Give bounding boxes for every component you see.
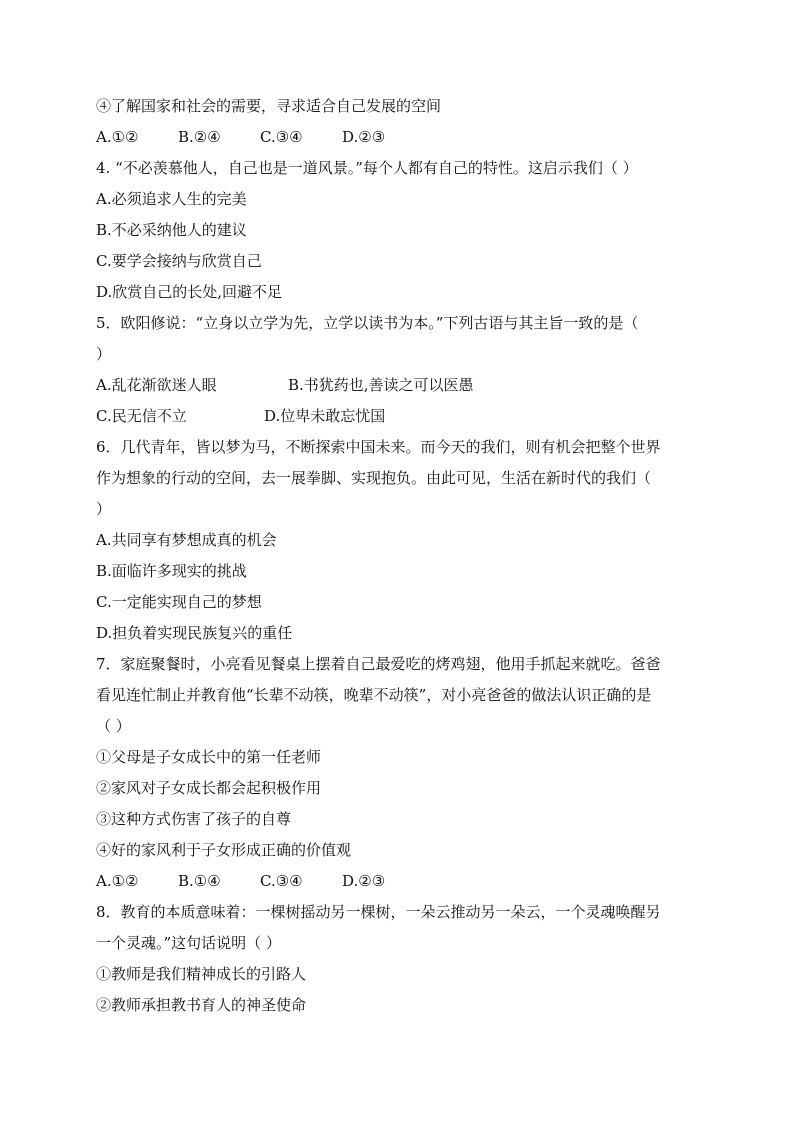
q7-stem-line-1: 7．家庭聚餐时，小亮看见餐桌上摆着自己最爱吃的烤鸡翅，他用手抓起来就吃。爸爸 [96,655,661,673]
q3-statement-4: ④了解国家和社会的需要，寻求适合自己发展的空间 [96,97,442,115]
q4-stem: 4. “不必羡慕他人，自己也是一道风景。”每个人都有自己的特性。这启示我们（ ） [96,159,638,177]
q5-option-a: A.乱花渐欲迷人眼 [96,376,217,394]
q7-statement-4: ④好的家风利于子女形成正确的价值观 [96,841,352,859]
q7-option-c: C.③④ [260,872,303,890]
q5-option-c: C.民无信不立 [96,407,187,425]
q8-statement-1: ①教师是我们精神成长的引路人 [96,965,307,983]
q7-statement-2: ②家风对子女成长都会起积极作用 [96,779,322,797]
q5-options-row-2 [96,406,716,426]
q5-stem-end: ） [96,345,112,363]
q6-option-b: B.面临许多现实的挑战 [96,562,247,580]
q5-options-row-1 [96,375,716,395]
q8-stem-line-2: 一个灵魂。”这句话说明（ ） [96,934,281,952]
q5-option-b: B.书犹药也,善读之可以医愚 [288,376,474,394]
q7-stem-line-2: 看见连忙制止并教育他“长辈不动筷，晚辈不动筷”，对小亮爸爸的做法认识正确的是 [96,686,652,704]
q6-option-a: A.共同享有梦想成真的机会 [96,531,277,549]
q7-statement-3: ③这种方式伤害了孩子的自尊 [96,810,292,828]
q3-option-b: B.②④ [178,128,221,146]
q7-option-b: B.①④ [178,872,221,890]
q7-option-a: A.①② [96,872,139,890]
q4-option-b: B.不必采纳他人的建议 [96,221,247,239]
q6-stem-line-2: 作为想象的行动的空间，去一展拳脚、实现抱负。由此可见，生活在新时代的我们（ [96,469,652,487]
q5-stem: 5．欧阳修说：“立身以立学为先，立学以读书为本。”下列古语与其主旨一致的是（ [96,314,639,332]
q4-option-a: A.必须追求人生的完美 [96,190,247,208]
q6-option-d: D.担负着实现民族复兴的重任 [96,624,293,642]
q7-options [96,871,716,891]
q4-option-d: D.欣赏自己的长处,回避不足 [96,283,283,301]
q7-option-d: D.②③ [342,872,386,890]
q7-statement-1: ①父母是子女成长中的第一任老师 [96,748,322,766]
q3-option-c: C.③④ [260,128,303,146]
q6-stem-line-1: 6．几代青年，皆以梦为马，不断探索中国未来。而今天的我们，则有机会把整个世界 [96,438,661,456]
q3-options [96,127,716,147]
q8-stem-line-1: 8．教育的本质意味着：一棵树摇动另一棵树，一朵云推动另一朵云，一个灵魂唤醒另 [96,903,661,921]
q6-stem-end: ） [96,500,112,518]
q4-option-c: C.要学会接纳与欣赏自己 [96,252,262,270]
q3-option-d: D.②③ [342,128,386,146]
q5-option-d: D.位卑未敢忘忧国 [264,407,386,425]
q6-option-c: C.一定能实现自己的梦想 [96,593,262,611]
q8-statement-2: ②教师承担教书育人的神圣使命 [96,996,307,1014]
q3-option-a: A.①② [96,128,139,146]
q7-stem-end: （ ） [96,717,131,735]
